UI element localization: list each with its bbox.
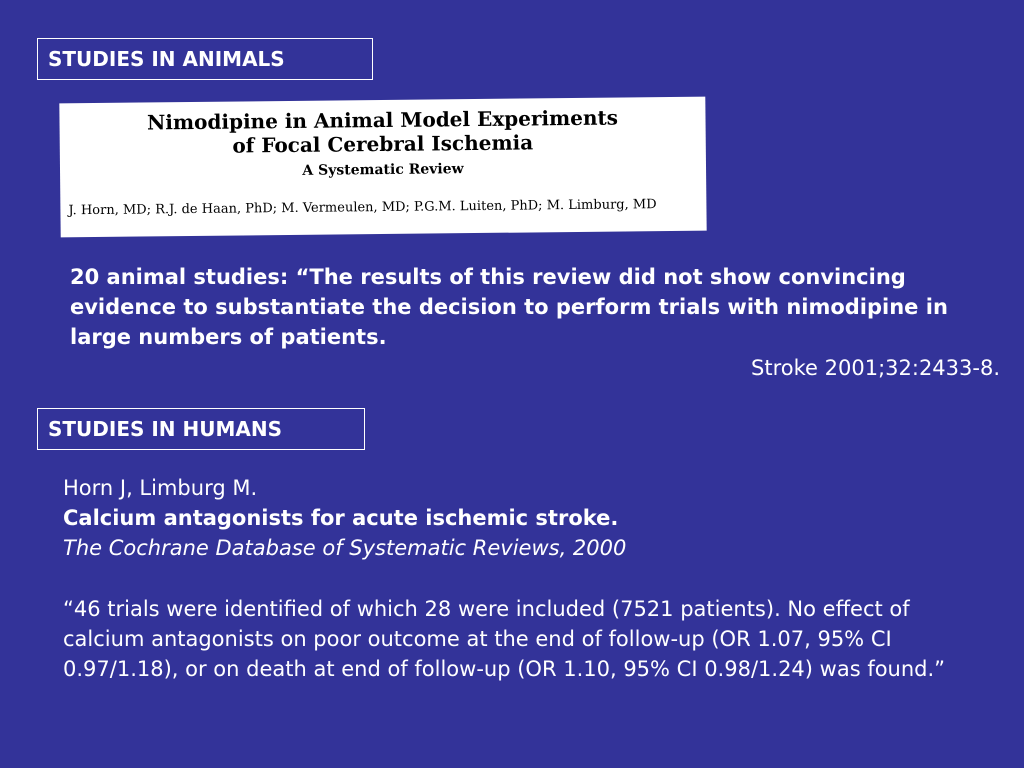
article-subtitle: A Systematic Review <box>302 161 464 179</box>
human-study-authors: Horn J, Limburg M. <box>63 476 258 500</box>
human-study-quote: “46 trials were identified of which 28 were included (7521 patients). No effect of calcium antagonists on poor outcome at the end of follow-up (OR 1.07, 95% CI 0.97/1.18), or on death at end of follow-up (OR 1.10, 95% CI 0.98/1.24) was found.” <box>63 597 946 681</box>
human-study-journal: The Cochrane Database of Systematic Reviews, 2000 <box>63 536 627 560</box>
article-title <box>59 105 705 160</box>
humans-section-heading: STUDIES IN HUMANS <box>37 408 365 450</box>
article-header-image <box>59 97 706 238</box>
animal-studies-citation: Stroke 2001;32:2433-8. <box>751 356 1000 380</box>
article-title-line-1: Nimodipine in Animal Model Experiments <box>146 105 619 135</box>
human-study-reference <box>63 473 993 563</box>
animals-section-heading: STUDIES IN ANIMALS <box>37 38 373 80</box>
article-authors: J. Horn, MD; R.J. de Haan, PhD; M. Vermeulen, MD; P.G.M. Luiten, PhD; M. Limburg, MD <box>68 197 657 219</box>
human-study-title: Calcium antagonists for acute ischemic stroke. <box>63 506 619 530</box>
article-title-line-2: of Focal Cerebral Ischemia <box>232 130 534 158</box>
animal-studies-quote: 20 animal studies: “The results of this review did not show convincing evidence to substantiate the decision to perform trials with nimodipine in large numbers of patients. <box>70 265 948 349</box>
